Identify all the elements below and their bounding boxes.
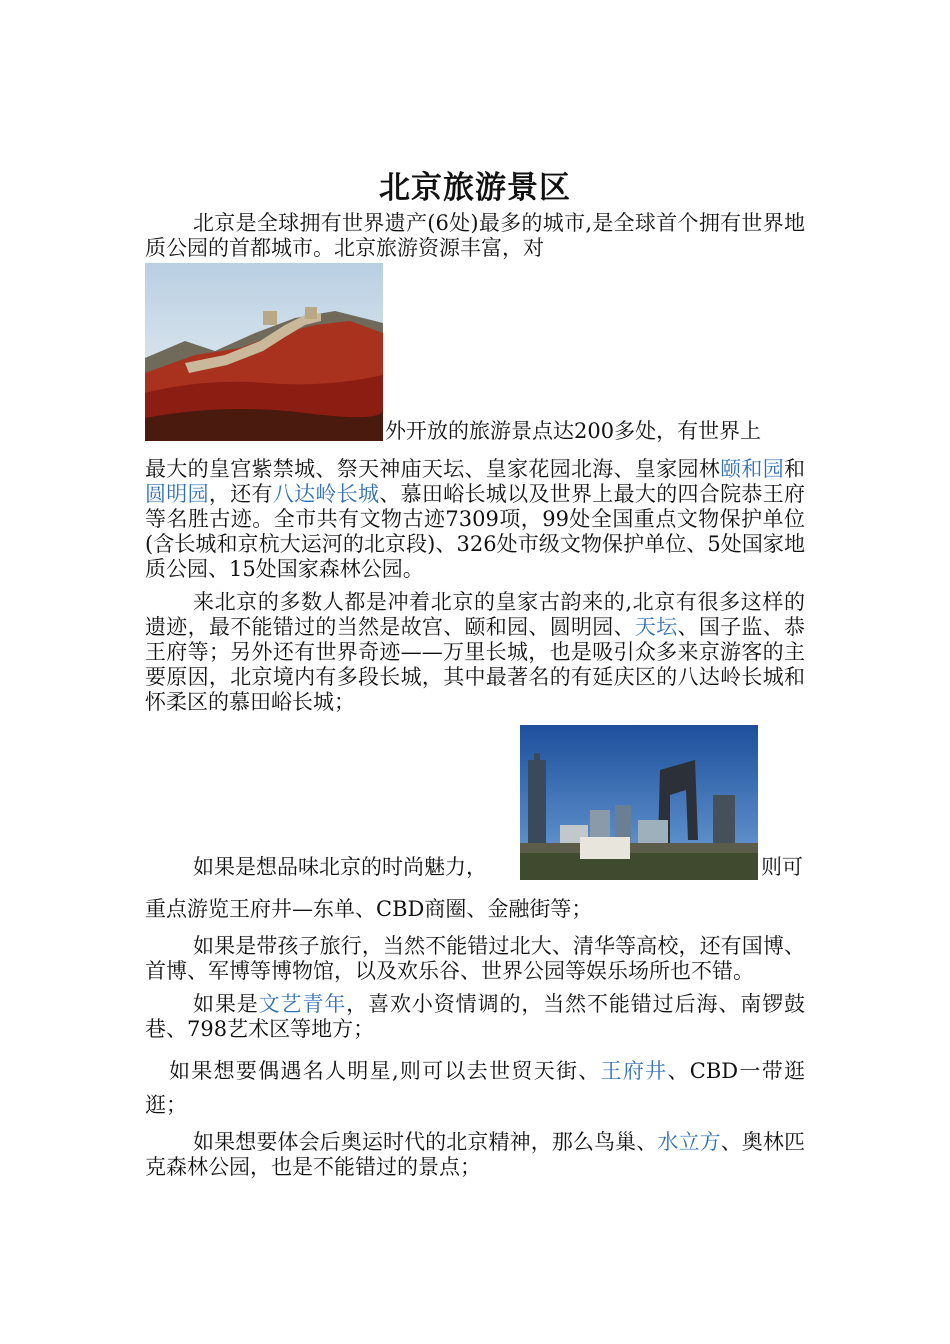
paragraph-attractions (145, 457, 805, 582)
link-shuilifang[interactable]: 水立方 (657, 1130, 721, 1154)
intro-continued: 外开放的旅游景点达200多处，有世界上 (385, 419, 762, 443)
fashion-text-pre: 如果是想品味北京的时尚魅力， (193, 855, 487, 879)
paragraph-olympic (145, 1130, 805, 1180)
attractions-text-2: 和 (784, 457, 806, 481)
great-wall-image (145, 263, 383, 441)
cbd-skyline-image (520, 725, 758, 880)
link-yiheyuan[interactable]: 颐和园 (720, 457, 785, 481)
link-wangfujing[interactable]: 王府井 (600, 1059, 668, 1083)
heritage-text-2: 、国子监、恭王府等；另外还有世界奇迹——万里长城，也是吸引众多来京游客的主要原因，北京境内有多段长城，其中最著名的有延庆区的八达岭长城和怀柔区的慕田峪长城； (145, 615, 806, 714)
link-badaling[interactable]: 八达岭长城 (272, 482, 380, 506)
intro-text: 北京是全球拥有世界遗产(6处)最多的城市,是全球首个拥有世界地质公园的首都城市。北京旅游资源丰富，对 (145, 211, 805, 260)
paragraph-fashion-rest: 重点游览王府井—东单、CBD商圈、金融街等； (145, 897, 593, 921)
paragraph-intro (145, 211, 805, 261)
link-yuanmingyuan[interactable]: 圆明园 (145, 482, 209, 506)
attractions-text-1: 最大的皇宫紫禁城、祭天神庙天坛、皇家花园北海、皇家园林 (145, 457, 721, 481)
art-text-2: ，喜欢小资情调的，当然不能错过后海、南锣鼓巷、798艺术区等地方； (145, 992, 806, 1041)
celebrity-text-1: 如果想要偶遇名人明星,则可以去世贸天街、 (169, 1059, 601, 1083)
celebrity-text-2: 、CBD一带逛逛； (145, 1059, 805, 1117)
attractions-text-4: 、慕田峪长城以及世界上最大的四合院恭王府等名胜古迹。全市共有文物古迹7309项，99处全国重点文物保护单位(含长城和京杭大运河的北京段)、326处市级文物保护单位、5处国家地质公园、15处国家森林公园。 (145, 482, 806, 581)
document-title: 北京旅游景区 (379, 170, 571, 206)
paragraph-heritage (145, 590, 805, 715)
art-text-1: 如果是 (193, 992, 259, 1016)
olympic-text-2: 、奥林匹克森林公园，也是不能错过的景点； (145, 1130, 806, 1179)
paragraph-art (145, 992, 805, 1042)
link-tiantan[interactable]: 天坛 (634, 615, 678, 639)
fashion-text-post: 则可 (761, 855, 803, 879)
attractions-text-3: ，还有 (208, 482, 273, 506)
great-wall-row (145, 261, 805, 445)
document-page (145, 162, 805, 1180)
heritage-text-1: 来北京的多数人都是冲着北京的皇家古韵来的,北京有很多这样的遗迹，最不能错过的当然是故宫、颐和园、圆明园、 (145, 590, 805, 639)
olympic-text-1: 如果想要体会后奥运时代的北京精神，那么鸟巢、 (193, 1130, 658, 1154)
paragraph-kids: 如果是带孩子旅行，当然不能错过北大、清华等高校，还有国博、首博、军博等博物馆，以及欢乐谷、世界公园等娱乐场所也不错。 (145, 934, 805, 983)
link-wenyi[interactable]: 文艺青年 (258, 992, 347, 1016)
cbd-row (145, 725, 805, 885)
paragraph-celebrity (145, 1054, 805, 1122)
